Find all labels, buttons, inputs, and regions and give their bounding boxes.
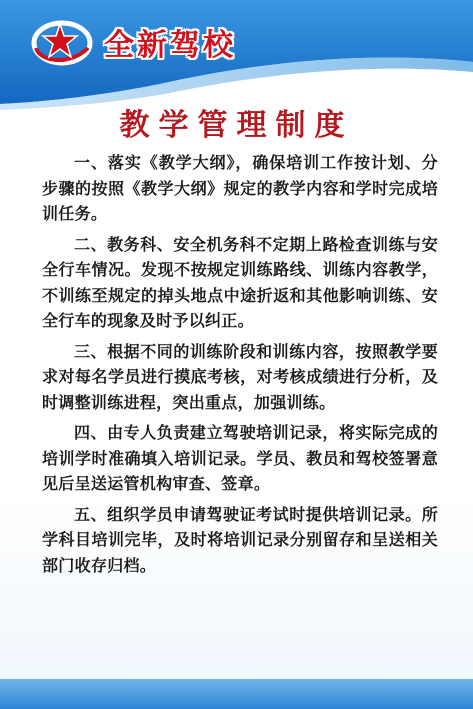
footer-bar: [0, 679, 473, 709]
regulation-paragraph-5: 五、组织学员申请驾驶证考试时提供培训记录。所学科目培训完毕，及时将培训记录分别留存和呈送相关部门收存归档。: [42, 504, 438, 575]
page-title: 教学管理制度: [119, 108, 354, 143]
regulation-paragraph-1: 一、落实《教学大纲》，确保培训工作按计划、分步骤的按照《教学大纲》规定的教学内容和学时完成培训任务。: [42, 153, 438, 223]
brand-name: 全新驾校: [104, 28, 236, 63]
regulation-body: [42, 150, 438, 583]
regulation-paragraph-4: 四、由专人负责建立驾驶培训记录，将实际完成的培训学时准确填入培训记录。学员、教员和驾校签署意见后呈送运管机构审查、签章。: [42, 423, 438, 493]
regulation-paragraph-3: 三、根据不同的训练阶段和训练内容，按照教学要求对每名学员进行摸底考核，对考核成绩进行分析，及时调整训练进程，突出重点，加强训练。: [42, 341, 438, 412]
regulation-paragraph-2: 二、教务科、安全机务科不定期上路检查训练与安全行车情况。发现不按规定训练路线、训练内容教学，不训练至规定的掉头地点中途折返和其他影响训练、安全行车的现象及时予以纠正。: [42, 234, 438, 330]
star-swoosh-logo-icon: [30, 18, 94, 68]
